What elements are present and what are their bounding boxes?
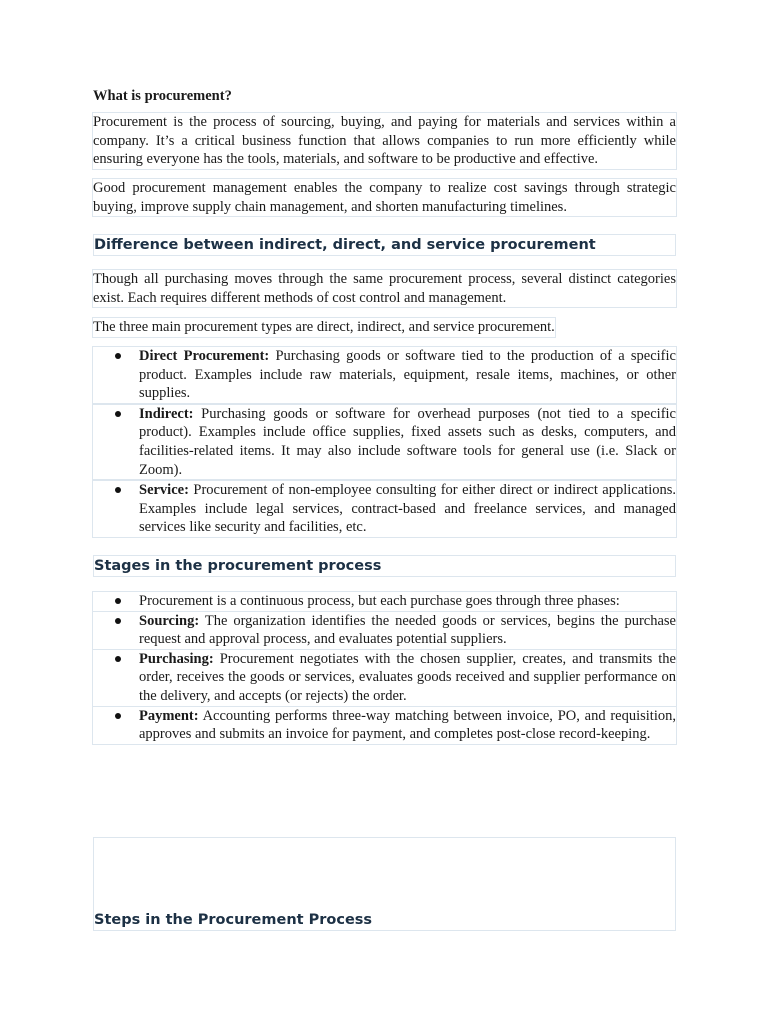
bullet-icon [115,656,121,662]
intro-paragraph-2 [93,179,676,216]
list-item-text [139,347,676,403]
bullet-icon [115,598,121,604]
section-title-2: Stages in the procurement process [93,555,676,577]
intro-text-2: Good procurement management enables the company to realize cost savings through strategic buying, improve supply chain management, and shorten manufacturing timelines. [93,180,676,215]
list-item-label: Indirect: [139,405,194,422]
bullet-icon [115,411,121,417]
bullet-icon [115,713,121,719]
procurement-types-list [93,347,676,537]
intro-paragraph-1 [93,113,676,169]
section1-paragraph-1 [93,270,676,307]
section-heading-steps-box [93,837,676,931]
list-item-body: The organization identifies the needed goods or services, begins the purchase request and approval process, and evaluates potential suppliers. [139,612,676,648]
section1-text-1: Though all purchasing moves through the same procurement process, several distinct categories exist. Each requires different methods of cost control and management. [93,271,676,306]
list-item-text [139,405,676,479]
intro-text-1: Procurement is the process of sourcing, buying, and paying for materials and services within a company. It’s a critical business function that allows companies to run more efficiently while ensuring everyone has the tools, materials, and software to be productive and effective. [93,114,676,168]
page-title: What is procurement? [93,88,232,104]
list-item-label: Payment: [139,707,199,724]
list-item-label: Sourcing: [139,612,200,629]
list-item-payment [93,707,676,744]
section-heading-stages [93,555,676,577]
list-item-text [139,650,676,706]
section1-text-2: The three main procurement types are direct, indirect, and service procurement. [93,319,555,335]
section-heading-procurement-types [93,234,676,256]
stages-list [93,592,676,744]
list-item-body: Purchasing goods or software for overhead purposes (not tied to a specific product). Examples include office supplies, fixed assets such as desks, computers, and facilities-related items. It may also include software tools for general use (i.e. Slack or Zoom). [139,405,676,478]
bullet-icon [115,487,121,493]
list-item-text [139,707,676,744]
list-item-body: Accounting performs three-way matching between invoice, PO, and requisition, approves and submits an invoice for payment, and completes post-close record-keeping. [139,707,676,743]
list-item-label: Direct Procurement: [139,348,270,364]
list-item-purchasing [93,650,676,706]
list-item-intro [93,592,676,611]
list-item-label: Service: [139,482,189,499]
section-title-3: Steps in the Procurement Process [94,912,373,928]
list-item-body: Procurement is a continuous process, but each purchase goes through three phases: [139,593,620,609]
list-item-indirect [93,405,676,479]
list-item-label: Purchasing: [139,650,214,667]
list-item-text [139,612,676,649]
list-item-service [93,481,676,537]
list-item-sourcing [93,612,676,649]
list-item-text [139,481,676,537]
list-item-text [139,592,676,611]
bullet-icon [115,618,121,624]
section-title-1: Difference between indirect, direct, and service procurement [93,234,676,256]
list-item-body: Purchasing goods or software tied to the production of a specific product. Examples include raw materials, equipment, resale items, machines, or other supplies. [139,348,676,402]
bullet-icon [115,353,121,359]
section1-paragraph-2 [93,318,676,337]
list-item-direct [93,347,676,403]
list-item-body: Procurement of non-employee consulting for either direct or indirect applications. Examples include legal services, contract-based and freelance services, and managed services like security and facilities, etc. [139,482,676,536]
list-item-body: Procurement negotiates with the chosen supplier, creates, and transmits the order, receives the goods or services, evaluates goods received and supplier performance on the delivery, and accepts (or rejects) the order. [139,650,676,704]
